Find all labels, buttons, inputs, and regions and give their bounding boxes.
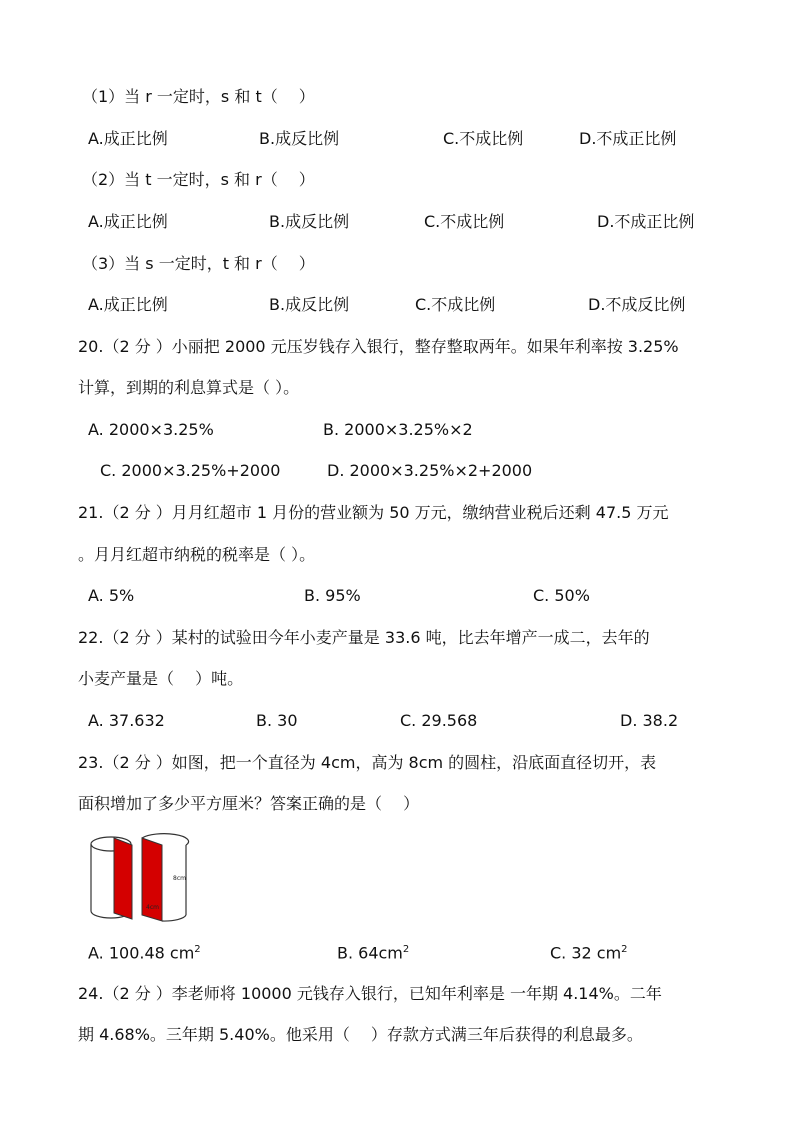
- q19-sub2-option-b[interactable]: B.成反比例: [269, 212, 350, 231]
- q23-option-a-text: A. 100.48 cm: [88, 943, 195, 963]
- q23-option-b-text: B. 64cm: [337, 943, 403, 963]
- q23-option-b[interactable]: [337, 939, 409, 964]
- q21-option-c[interactable]: C. 50%: [533, 586, 590, 605]
- q19-sub3-stem: （3）当 s 一定时，t 和 r（ ）: [82, 254, 315, 273]
- q22-line-1: 22.（2 分 ）某村的试验田今年小麦产量是 33.6 吨，比去年增产一成二，去年的: [78, 628, 650, 647]
- height-label: 8cm: [173, 875, 186, 882]
- q23-option-c-text: C. 32 cm: [550, 943, 622, 963]
- cylinder-cut-figure: [84, 833, 194, 925]
- unit-superscript: 2: [402, 944, 410, 955]
- q20-option-d[interactable]: D. 2000×3.25%×2+2000: [327, 461, 533, 480]
- q19-sub2-option-c[interactable]: C.不成比例: [424, 212, 505, 231]
- q22-option-c[interactable]: C. 29.568: [400, 711, 478, 730]
- q22-option-a[interactable]: A. 37.632: [88, 711, 165, 730]
- q22-line-2: 小麦产量是（ ）吨。: [78, 669, 244, 688]
- q23-option-c[interactable]: [550, 939, 628, 964]
- unit-superscript: 2: [621, 944, 628, 955]
- q22-option-d[interactable]: D. 38.2: [620, 711, 679, 730]
- q21-line-1: 21.（2 分 ）月月红超市 1 月份的营业额为 50 万元，缴纳营业税后还剩 47.5 万元: [78, 503, 669, 522]
- q23-line-1: 23.（2 分 ）如图，把一个直径为 4cm，高为 8cm 的圆柱，沿底面直径切开，表: [78, 753, 657, 772]
- q22-option-b[interactable]: B. 30: [256, 711, 298, 730]
- q21-line-2: 。月月红超市纳税的税率是（ ）。: [78, 545, 316, 564]
- q19-sub3-option-b[interactable]: B.成反比例: [269, 295, 350, 314]
- q19-sub3-option-c[interactable]: C.不成比例: [415, 295, 496, 314]
- q19-sub2-option-d[interactable]: D.不成正比例: [597, 212, 695, 231]
- unit-superscript: 2: [194, 944, 201, 955]
- q19-sub1-option-d[interactable]: D.不成正比例: [579, 129, 677, 148]
- q24-line-1: 24.（2 分 ）李老师将 10000 元钱存入银行，已知年利率是 一年期 4.14%。二年: [78, 984, 662, 1003]
- left-half-cylinder: [91, 837, 132, 919]
- q24-line-2: 期 4.68%。三年期 5.40%。他采用（ ）存款方式满三年后获得的利息最多。: [78, 1025, 643, 1044]
- left-cut-face: [114, 838, 132, 919]
- q23-option-a[interactable]: [88, 939, 201, 964]
- q19-sub2-option-a[interactable]: A.成正比例: [88, 212, 168, 231]
- q20-option-c[interactable]: C. 2000×3.25%+2000: [100, 461, 281, 480]
- q19-sub1-stem: （1）当 r 一定时，s 和 t（ ）: [82, 87, 315, 106]
- q20-line-1: 20.（2 分 ）小丽把 2000 元压岁钱存入银行，整存整取两年。如果年利率按 3.25%: [78, 337, 679, 356]
- q20-option-a[interactable]: A. 2000×3.25%: [88, 420, 214, 439]
- q19-sub1-option-b[interactable]: B.成反比例: [259, 129, 340, 148]
- q21-option-b[interactable]: B. 95%: [304, 586, 361, 605]
- q23-line-2: 面积增加了多少平方厘米？答案正确的是（ ）: [78, 794, 420, 813]
- q19-sub1-option-a[interactable]: A.成正比例: [88, 129, 168, 148]
- q20-line-2: 计算，到期的利息算式是（ ）。: [78, 378, 300, 397]
- diameter-label: 4cm: [146, 904, 159, 911]
- q19-sub3-option-a[interactable]: A.成正比例: [88, 295, 168, 314]
- q19-sub2-stem: （2）当 t 一定时，s 和 r（ ）: [82, 170, 315, 189]
- q19-sub1-option-c[interactable]: C.不成比例: [443, 129, 524, 148]
- q19-sub3-option-d[interactable]: D.不成反比例: [588, 295, 686, 314]
- q21-option-a[interactable]: A. 5%: [88, 586, 135, 605]
- q20-option-b[interactable]: B. 2000×3.25%×2: [323, 420, 473, 439]
